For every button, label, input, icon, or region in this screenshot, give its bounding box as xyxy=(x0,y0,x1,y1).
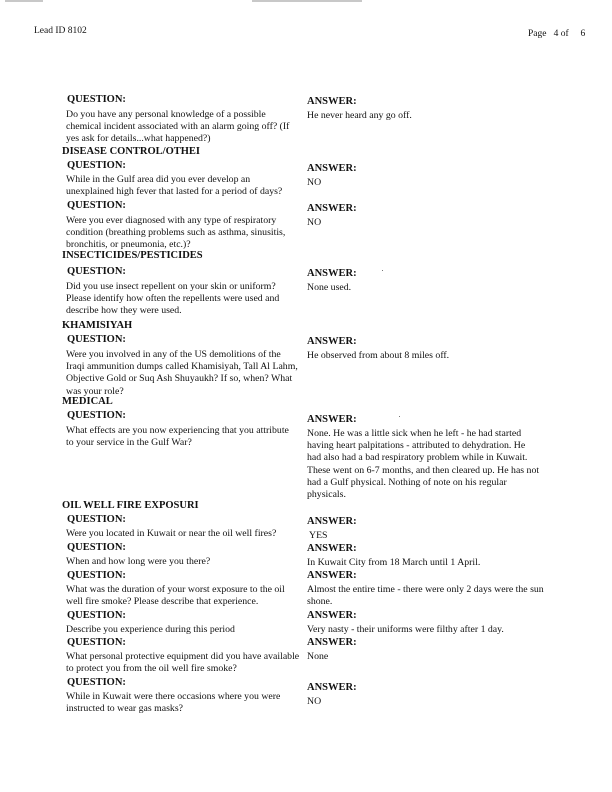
question-text: While in the Gulf area did you ever develop an unexplained high fever that lasted for a period of days? xyxy=(66,174,283,198)
question-block xyxy=(67,410,299,449)
question-label: QUESTION: xyxy=(67,94,126,105)
question-block xyxy=(67,542,299,568)
scan-speck xyxy=(382,270,383,271)
answer-text: Very nasty - their uniforms were filthy after 1 day. xyxy=(307,624,504,635)
question-text: While in Kuwait were there occasions where you were instructed to wear gas masks? xyxy=(66,691,281,715)
question-label: QUESTION: xyxy=(67,410,126,421)
question-block xyxy=(67,266,299,318)
question-block xyxy=(67,334,299,398)
section-heading-disease-control: DISEASE CONTROL/OTHEI xyxy=(62,146,200,157)
answer-label: ANSWER: xyxy=(307,570,357,581)
answer-text: Almost the entire time - there were only 2 days were the sun shone. xyxy=(307,584,544,608)
page-indicator xyxy=(528,29,585,39)
answer-label: ANSWER: xyxy=(307,637,357,648)
scan-edge-line xyxy=(252,0,362,2)
question-block xyxy=(67,200,299,252)
answer-block xyxy=(307,414,547,501)
answer-text: NO xyxy=(307,696,322,707)
answer-text: None xyxy=(307,651,329,662)
question-label: QUESTION: xyxy=(67,160,126,171)
section-heading-oil-well-fire: OIL WELL FIRE EXPOSURI xyxy=(62,500,199,511)
answer-label: ANSWER: xyxy=(307,268,357,279)
answer-text: YES xyxy=(309,530,328,541)
answer-block xyxy=(307,570,547,608)
answer-block xyxy=(307,163,547,189)
answer-label: ANSWER: xyxy=(307,336,357,347)
question-text: What effects are you now experiencing that you attribute to your service in the Gulf War? xyxy=(66,425,289,449)
answer-block xyxy=(307,268,547,294)
question-block xyxy=(67,514,299,540)
question-label: QUESTION: xyxy=(67,542,126,553)
question-label: QUESTION: xyxy=(67,200,126,211)
question-block xyxy=(67,637,299,675)
answer-block xyxy=(307,203,547,229)
question-block xyxy=(67,160,299,198)
answer-block xyxy=(307,610,547,636)
answer-text: NO xyxy=(307,217,322,228)
page-number: 4 xyxy=(553,29,559,39)
answer-block xyxy=(307,96,547,122)
section-heading-medical: MEDICAL xyxy=(62,396,113,407)
question-text: Were you ever diagnosed with any type of respiratory condition (breathing problems such as asthma, sinusitis, bronchitis, or pneumonia, etc.)? xyxy=(66,215,286,251)
question-label: QUESTION: xyxy=(67,637,126,648)
question-block xyxy=(67,94,299,146)
question-text: When and how long were you there? xyxy=(66,556,211,567)
answer-text: None used. xyxy=(307,282,352,293)
question-label: QUESTION: xyxy=(67,514,126,525)
answer-label: ANSWER: xyxy=(307,516,357,527)
answer-text: NO xyxy=(307,177,322,188)
answer-text: He observed from about 8 miles off. xyxy=(307,350,450,361)
question-label: QUESTION: xyxy=(67,570,126,581)
answer-text: None. He was a little sick when he left - he had started having heart palpitations - attributed to dehydration. He had also had a bad respiratory problem while in Kuwait. These went on 6-7 months, and then cleared up. He has not had a Gulf physical. Nothing of note on his regular physicals. xyxy=(307,428,540,501)
answer-label: ANSWER: xyxy=(307,163,357,174)
question-text: Do you have any personal knowledge of a possible chemical incident associated with an alarm going off? (If yes ask for details...what happened?) xyxy=(66,109,290,145)
question-text: What was the duration of your worst exposure to the oil well fire smoke? Please describe that experience. xyxy=(66,584,285,608)
question-text: Did you use insect repellent on your skin or uniform? Please identify how often the repellents were used and describe how they were used. xyxy=(66,281,280,317)
answer-label: ANSWER: xyxy=(307,682,357,693)
of-label: of xyxy=(560,29,569,39)
answer-block xyxy=(307,637,547,663)
scan-edge-line xyxy=(5,0,43,2)
answer-block xyxy=(307,516,547,542)
question-label: QUESTION: xyxy=(67,610,126,621)
question-text: Were you involved in any of the US demolitions of the Iraqi ammunition dumps called Khamisiyah, Tall Al Lahm, Objective Gold or Suq Ash Shuyaukh? If so, when? What was your role? xyxy=(66,349,298,397)
answer-block xyxy=(307,543,547,569)
answer-label: ANSWER: xyxy=(307,610,357,621)
question-text: Describe you experience during this period xyxy=(66,624,235,635)
answer-label: ANSWER: xyxy=(307,203,357,214)
answer-block xyxy=(307,336,547,362)
page-label: Page xyxy=(528,29,547,39)
answer-label: ANSWER: xyxy=(307,96,357,107)
question-label: QUESTION: xyxy=(67,266,126,277)
page-total: 6 xyxy=(580,29,586,39)
lead-id: Lead ID 8102 xyxy=(34,26,87,36)
question-block xyxy=(67,677,299,715)
scan-speck xyxy=(399,416,400,417)
question-block xyxy=(67,610,299,636)
question-label: QUESTION: xyxy=(67,334,126,345)
question-text: Were you located in Kuwait or near the oil well fires? xyxy=(66,528,277,539)
section-heading-khamisiyah: KHAMISIYAH xyxy=(62,320,133,331)
answer-text: He never heard any go off. xyxy=(307,110,412,121)
answer-block xyxy=(307,682,547,708)
answer-text: In Kuwait City from 18 March until 1 April. xyxy=(307,557,481,568)
section-heading-insecticides: INSECTICIDES/PESTICIDES xyxy=(62,250,203,261)
answer-label: ANSWER: xyxy=(307,543,357,554)
question-block xyxy=(67,570,299,608)
question-text: What personal protective equipment did you have available to protect you from the oil well fire smoke? xyxy=(66,651,300,675)
question-label: QUESTION: xyxy=(67,677,126,688)
answer-label: ANSWER: xyxy=(307,414,357,425)
